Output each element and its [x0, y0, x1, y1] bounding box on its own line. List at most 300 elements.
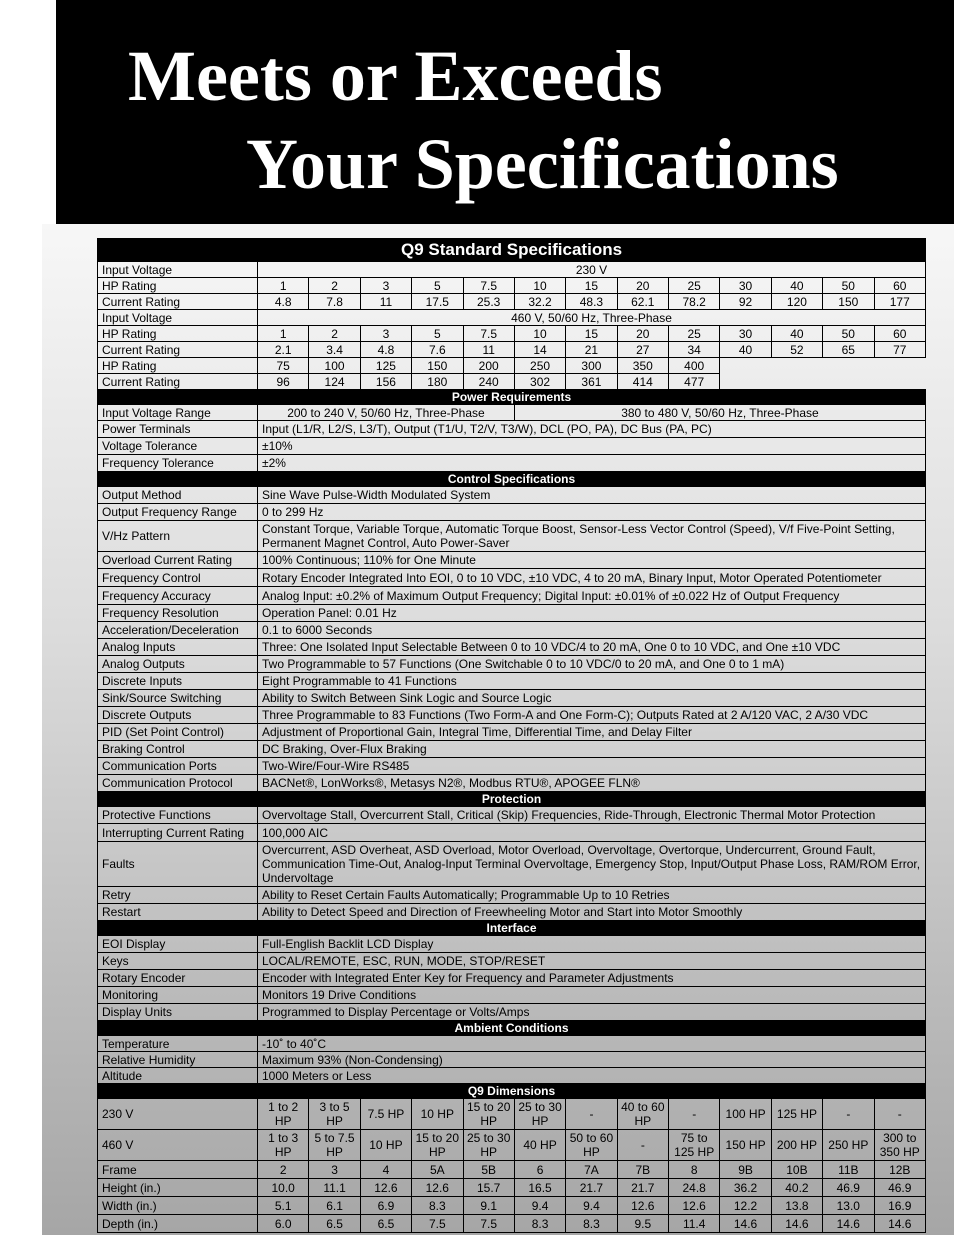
- dimension-cell: 10.0: [258, 1179, 309, 1197]
- value-cell: 30: [720, 326, 771, 342]
- row-label: Frequency Control: [98, 569, 258, 587]
- value-cell: 3: [360, 278, 411, 294]
- dimension-cell: 75 to 125 HP: [669, 1130, 720, 1161]
- value-cell: 250: [514, 358, 565, 374]
- row-value: 0 to 299 Hz: [258, 504, 926, 521]
- row-label: Protective Functions: [98, 807, 258, 824]
- value-cell: 27: [617, 342, 668, 358]
- spec-row: [98, 1052, 926, 1068]
- dimension-cell: 15.7: [463, 1179, 514, 1197]
- value-cell: 3: [360, 326, 411, 342]
- dimension-cell: -: [617, 1130, 668, 1161]
- row-value: LOCAL/REMOTE, ESC, RUN, MODE, STOP/RESET: [258, 953, 926, 970]
- value-cell: 32.2: [514, 294, 565, 310]
- dimension-cell: 46.9: [874, 1179, 926, 1197]
- dimension-cell: 7A: [566, 1161, 617, 1179]
- row-label: Analog Inputs: [98, 639, 258, 656]
- value-cell: 7.5: [463, 278, 514, 294]
- spec-row: [98, 741, 926, 758]
- value-cell: 361: [566, 374, 617, 390]
- value-cell: 4.8: [360, 342, 411, 358]
- dimension-cell: 9B: [720, 1161, 771, 1179]
- value-cell: 10: [514, 278, 565, 294]
- row-label: Output Method: [98, 487, 258, 504]
- dimension-row: [98, 1179, 926, 1197]
- headline-line-2: Your Specifications: [246, 124, 839, 204]
- spec-row: [98, 807, 926, 824]
- row-label: Altitude: [98, 1068, 258, 1084]
- spec-row: [98, 421, 926, 438]
- dimension-cell: 14.6: [823, 1215, 874, 1233]
- value-cell: 100: [309, 358, 360, 374]
- value-cell: 2.1: [258, 342, 309, 358]
- dimension-cell: 15 to 20 HP: [412, 1130, 463, 1161]
- row-label: Communication Ports: [98, 758, 258, 775]
- voltage-value: 230 V: [258, 262, 926, 278]
- value-cell: 34: [669, 342, 720, 358]
- value-cell: 302: [514, 374, 565, 390]
- row-label: Current Rating: [98, 374, 258, 390]
- section-interface-row: [98, 921, 926, 936]
- row-value: Constant Torque, Variable Torque, Automatic Torque Boost, Sensor-Less Vector Control (Speed), V/f Five-Point Setting, Permanent Magnet Control, Auto Power-Saver: [258, 521, 926, 552]
- row-value: Encoder with Integrated Enter Key for Frequency and Parameter Adjustments: [258, 970, 926, 987]
- value-cell: 25: [669, 278, 720, 294]
- value-cell: 400: [669, 358, 720, 374]
- spec-row: [98, 521, 926, 552]
- dimension-cell: 6.5: [309, 1215, 360, 1233]
- row-label: Current Rating: [98, 342, 258, 358]
- section-power-row: [98, 390, 926, 405]
- row-label: Frequency Resolution: [98, 605, 258, 622]
- dimension-cell: 12.6: [412, 1179, 463, 1197]
- value-cell: 52: [771, 342, 822, 358]
- value-cell: 7.8: [309, 294, 360, 310]
- dimension-row: [98, 1215, 926, 1233]
- dimension-cell: 13.8: [771, 1197, 822, 1215]
- row-label: Input Voltage Range: [98, 405, 258, 421]
- dimension-cell: 12.6: [360, 1179, 411, 1197]
- header-banner: [56, 0, 954, 224]
- row-label: Analog Outputs: [98, 656, 258, 673]
- spec-table: [97, 238, 926, 1233]
- dimension-row: [98, 1099, 926, 1130]
- value-cell: 477: [669, 374, 720, 390]
- dimension-cell: 24.8: [669, 1179, 720, 1197]
- dimension-cell: 21.7: [566, 1179, 617, 1197]
- row-value: 100,000 AIC: [258, 824, 926, 842]
- dimension-cell: 150 HP: [720, 1130, 771, 1161]
- value-cell: 60: [874, 278, 926, 294]
- value-cell: 15: [566, 278, 617, 294]
- section-power: Power Requirements: [98, 390, 926, 405]
- value-cell: 2: [309, 326, 360, 342]
- row-value: Ability to Reset Certain Faults Automatically; Programmable Up to 10 Retries: [258, 887, 926, 904]
- dimension-cell: 14.6: [771, 1215, 822, 1233]
- spec-row: [98, 904, 926, 921]
- spec-row: [98, 887, 926, 904]
- value-cell: 156: [360, 374, 411, 390]
- row-label: Keys: [98, 953, 258, 970]
- value-cell: 92: [720, 294, 771, 310]
- spec-row: [98, 987, 926, 1004]
- section-protection: Protection: [98, 792, 926, 807]
- value-cell: 40: [771, 278, 822, 294]
- dimension-cell: -: [823, 1099, 874, 1130]
- spec-row: [98, 724, 926, 741]
- dimension-cell: 7.5 HP: [360, 1099, 411, 1130]
- spec-sheet: [97, 238, 925, 1231]
- row-value: ±2%: [258, 455, 926, 472]
- spec-row: [98, 842, 926, 887]
- spec-row: [98, 936, 926, 953]
- title-row: [98, 239, 926, 262]
- value-cell: 5: [412, 278, 463, 294]
- spec-row: [98, 605, 926, 622]
- row-label: Depth (in.): [98, 1215, 258, 1233]
- spec-row: [98, 970, 926, 987]
- spec-row: [98, 824, 926, 842]
- current-row: [98, 342, 926, 358]
- spec-row: [98, 639, 926, 656]
- range-230: 200 to 240 V, 50/60 Hz, Three-Phase: [258, 405, 515, 421]
- row-value: BACNet®, LonWorks®, Metasys N2®, Modbus RTU®, APOGEE FLN®: [258, 775, 926, 792]
- value-cell: 200: [463, 358, 514, 374]
- row-value: Analog Input: ±0.2% of Maximum Output Frequency; Digital Input: ±0.01% of ±0.022 Hz of Output Frequency: [258, 587, 926, 605]
- row-label: Input Voltage: [98, 310, 258, 326]
- row-value: Eight Programmable to 41 Functions: [258, 673, 926, 690]
- dimension-cell: 16.5: [514, 1179, 565, 1197]
- dimension-cell: 10 HP: [412, 1099, 463, 1130]
- dimension-cell: 11.4: [669, 1215, 720, 1233]
- value-cell: 15: [566, 326, 617, 342]
- dimension-cell: 6.5: [360, 1215, 411, 1233]
- range-460: 380 to 480 V, 50/60 Hz, Three-Phase: [514, 405, 925, 421]
- section-ambient: Ambient Conditions: [98, 1021, 926, 1036]
- value-cell: 414: [617, 374, 668, 390]
- dimension-cell: 40.2: [771, 1179, 822, 1197]
- spec-row: [98, 569, 926, 587]
- row-value: Overvoltage Stall, Overcurrent Stall, Critical (Skip) Frequencies, Ride-Through, Electronic Thermal Motor Protection: [258, 807, 926, 824]
- current-row: [98, 294, 926, 310]
- row-value: 100% Continuous; 110% for One Minute: [258, 552, 926, 569]
- row-value: Two-Wire/Four-Wire RS485: [258, 758, 926, 775]
- row-label: Width (in.): [98, 1197, 258, 1215]
- current-row: [98, 374, 926, 390]
- dimension-cell: 40 HP: [514, 1130, 565, 1161]
- dimension-cell: 250 HP: [823, 1130, 874, 1161]
- value-cell: 180: [412, 374, 463, 390]
- row-value: 0.1 to 6000 Seconds: [258, 622, 926, 639]
- dimension-cell: 12B: [874, 1161, 926, 1179]
- dimension-cell: 5 to 7.5 HP: [309, 1130, 360, 1161]
- row-label: Interrupting Current Rating: [98, 824, 258, 842]
- row-value: Adjustment of Proportional Gain, Integral Time, Differential Time, and Delay Filter: [258, 724, 926, 741]
- dimension-cell: 6.9: [360, 1197, 411, 1215]
- dimension-cell: 2: [258, 1161, 309, 1179]
- row-label: Sink/Source Switching: [98, 690, 258, 707]
- section-protection-row: [98, 792, 926, 807]
- headline-line-1: Meets or Exceeds: [128, 36, 663, 116]
- voltage-range-row: [98, 405, 926, 421]
- dimension-cell: 12.6: [669, 1197, 720, 1215]
- dimension-cell: 9.5: [617, 1215, 668, 1233]
- row-value: ±10%: [258, 438, 926, 455]
- dimension-cell: 3: [309, 1161, 360, 1179]
- value-cell: 62.1: [617, 294, 668, 310]
- dimension-cell: 7B: [617, 1161, 668, 1179]
- row-label: Temperature: [98, 1036, 258, 1052]
- dimension-cell: 14.6: [874, 1215, 926, 1233]
- value-cell: 177: [874, 294, 926, 310]
- spec-row: [98, 953, 926, 970]
- hp-row: [98, 358, 926, 374]
- spec-row: [98, 758, 926, 775]
- hp-row: [98, 326, 926, 342]
- dimension-cell: 8.3: [566, 1215, 617, 1233]
- row-label: Retry: [98, 887, 258, 904]
- row-label: Overload Current Rating: [98, 552, 258, 569]
- row-value: Operation Panel: 0.01 Hz: [258, 605, 926, 622]
- row-value: Overcurrent, ASD Overheat, ASD Overload, Motor Overload, Overvoltage, Overtorque, Undercurrent, Ground Fault, Communication Time-Out, Analog-Input Terminal Overvoltage, Emergency Stop, Input/Output Phase Loss, RAM/ROM Error, Undervoltage: [258, 842, 926, 887]
- dimension-cell: 9.1: [463, 1197, 514, 1215]
- row-label: Discrete Inputs: [98, 673, 258, 690]
- row-label: PID (Set Point Control): [98, 724, 258, 741]
- value-cell: 77: [874, 342, 926, 358]
- value-cell: 25.3: [463, 294, 514, 310]
- value-cell: 48.3: [566, 294, 617, 310]
- row-label: Relative Humidity: [98, 1052, 258, 1068]
- dimension-cell: 8.3: [412, 1197, 463, 1215]
- dimension-cell: 25 to 30 HP: [514, 1099, 565, 1130]
- row-label: Monitoring: [98, 987, 258, 1004]
- row-value: Monitors 19 Drive Conditions: [258, 987, 926, 1004]
- value-cell: 50: [823, 326, 874, 342]
- spec-row: [98, 690, 926, 707]
- value-cell: 96: [258, 374, 309, 390]
- row-value: -10˚ to 40˚C: [258, 1036, 926, 1052]
- empty-cell: [720, 358, 926, 374]
- row-label: Frequency Accuracy: [98, 587, 258, 605]
- row-label: HP Rating: [98, 278, 258, 294]
- row-label: Frame: [98, 1161, 258, 1179]
- section-interface: Interface: [98, 921, 926, 936]
- value-cell: 3.4: [309, 342, 360, 358]
- value-cell: 20: [617, 278, 668, 294]
- dimension-cell: 50 to 60 HP: [566, 1130, 617, 1161]
- row-value: Ability to Detect Speed and Direction of Freewheeling Motor and Start into Motor Smoothly: [258, 904, 926, 921]
- row-label: Voltage Tolerance: [98, 438, 258, 455]
- dimension-cell: 300 to 350 HP: [874, 1130, 926, 1161]
- value-cell: 14: [514, 342, 565, 358]
- row-value: 1000 Meters or Less: [258, 1068, 926, 1084]
- value-cell: 120: [771, 294, 822, 310]
- spec-row: [98, 552, 926, 569]
- value-cell: 125: [360, 358, 411, 374]
- dimension-cell: 12.2: [720, 1197, 771, 1215]
- spec-title: Q9 Standard Specifications: [98, 239, 926, 262]
- section-control: Control Specifications: [98, 472, 926, 487]
- dimension-cell: 5B: [463, 1161, 514, 1179]
- spec-row: [98, 622, 926, 639]
- value-cell: 25: [669, 326, 720, 342]
- value-cell: 30: [720, 278, 771, 294]
- row-value: Input (L1/R, L2/S, L3/T), Output (T1/U, T2/V, T3/W), DCL (PO, PA), DC Bus (PA, PC): [258, 421, 926, 438]
- spec-row: [98, 656, 926, 673]
- value-cell: 300: [566, 358, 617, 374]
- dimension-cell: -: [566, 1099, 617, 1130]
- value-cell: 1: [258, 326, 309, 342]
- dimension-cell: 5.1: [258, 1197, 309, 1215]
- dimension-cell: 8: [669, 1161, 720, 1179]
- voltage-value: 460 V, 50/60 Hz, Three-Phase: [258, 310, 926, 326]
- section-ambient-row: [98, 1021, 926, 1036]
- row-value: Sine Wave Pulse-Width Modulated System: [258, 487, 926, 504]
- row-label: HP Rating: [98, 358, 258, 374]
- value-cell: 7.6: [412, 342, 463, 358]
- row-label: Current Rating: [98, 294, 258, 310]
- dimension-row: [98, 1130, 926, 1161]
- row-label: Braking Control: [98, 741, 258, 758]
- spec-row: [98, 673, 926, 690]
- value-cell: 17.5: [412, 294, 463, 310]
- row-label: Acceleration/Deceleration: [98, 622, 258, 639]
- row-label: Rotary Encoder: [98, 970, 258, 987]
- dimension-cell: 11.1: [309, 1179, 360, 1197]
- dimension-cell: 10 HP: [360, 1130, 411, 1161]
- dimension-cell: -: [669, 1099, 720, 1130]
- row-label: 230 V: [98, 1099, 258, 1130]
- empty-cell: [720, 374, 926, 390]
- value-cell: 5: [412, 326, 463, 342]
- row-value: Rotary Encoder Integrated Into EOI, 0 to 10 VDC, ±10 VDC, 4 to 20 mA, Binary Input, Motor Operated Potentiometer: [258, 569, 926, 587]
- value-cell: 10: [514, 326, 565, 342]
- section-dimensions: Q9 Dimensions: [98, 1084, 926, 1099]
- value-cell: 350: [617, 358, 668, 374]
- dimension-cell: 40 to 60 HP: [617, 1099, 668, 1130]
- dimension-cell: 12.6: [617, 1197, 668, 1215]
- spec-row: [98, 455, 926, 472]
- dimension-row: [98, 1197, 926, 1215]
- spec-row: [98, 1004, 926, 1021]
- spec-row: [98, 1036, 926, 1052]
- dimension-cell: 21.7: [617, 1179, 668, 1197]
- row-label: EOI Display: [98, 936, 258, 953]
- dimension-cell: 125 HP: [771, 1099, 822, 1130]
- row-label: Faults: [98, 842, 258, 887]
- dimension-cell: 7.5: [412, 1215, 463, 1233]
- row-label: Discrete Outputs: [98, 707, 258, 724]
- dimension-row: [98, 1161, 926, 1179]
- spec-row: [98, 707, 926, 724]
- value-cell: 4.8: [258, 294, 309, 310]
- dimension-cell: 9.4: [514, 1197, 565, 1215]
- voltage-row: [98, 310, 926, 326]
- value-cell: 150: [823, 294, 874, 310]
- row-label: Frequency Tolerance: [98, 455, 258, 472]
- dimension-cell: 16.9: [874, 1197, 926, 1215]
- dimension-cell: 36.2: [720, 1179, 771, 1197]
- value-cell: 75: [258, 358, 309, 374]
- spec-row: [98, 487, 926, 504]
- value-cell: 11: [360, 294, 411, 310]
- spec-row: [98, 775, 926, 792]
- dimension-cell: 1 to 3 HP: [258, 1130, 309, 1161]
- section-dimensions-row: [98, 1084, 926, 1099]
- row-label: V/Hz Pattern: [98, 521, 258, 552]
- row-label: Restart: [98, 904, 258, 921]
- value-cell: 78.2: [669, 294, 720, 310]
- row-label: Communication Protocol: [98, 775, 258, 792]
- dimension-cell: 8.3: [514, 1215, 565, 1233]
- dimension-cell: 46.9: [823, 1179, 874, 1197]
- dimension-cell: 11B: [823, 1161, 874, 1179]
- dimension-cell: 15 to 20 HP: [463, 1099, 514, 1130]
- spec-row: [98, 504, 926, 521]
- value-cell: 65: [823, 342, 874, 358]
- value-cell: 40: [771, 326, 822, 342]
- value-cell: 40: [720, 342, 771, 358]
- section-control-row: [98, 472, 926, 487]
- row-value: Full-English Backlit LCD Display: [258, 936, 926, 953]
- row-value: Three: One Isolated Input Selectable Between 0 to 10 VDC/4 to 20 mA, One 0 to 10 VDC, and One ±10 VDC: [258, 639, 926, 656]
- dimension-cell: 14.6: [720, 1215, 771, 1233]
- dimension-cell: 9.4: [566, 1197, 617, 1215]
- value-cell: 2: [309, 278, 360, 294]
- dimension-cell: 25 to 30 HP: [463, 1130, 514, 1161]
- dimension-cell: 13.0: [823, 1197, 874, 1215]
- value-cell: 21: [566, 342, 617, 358]
- spec-row: [98, 587, 926, 605]
- row-label: Output Frequency Range: [98, 504, 258, 521]
- row-label: HP Rating: [98, 326, 258, 342]
- voltage-row: [98, 262, 926, 278]
- row-value: DC Braking, Over-Flux Braking: [258, 741, 926, 758]
- row-value: Ability to Switch Between Sink Logic and Source Logic: [258, 690, 926, 707]
- dimension-cell: 100 HP: [720, 1099, 771, 1130]
- dimension-cell: 5A: [412, 1161, 463, 1179]
- value-cell: 11: [463, 342, 514, 358]
- dimension-cell: 6: [514, 1161, 565, 1179]
- value-cell: 1: [258, 278, 309, 294]
- value-cell: 60: [874, 326, 926, 342]
- row-value: Maximum 93% (Non-Condensing): [258, 1052, 926, 1068]
- row-label: Input Voltage: [98, 262, 258, 278]
- dimension-cell: -: [874, 1099, 926, 1130]
- dimension-cell: 6.0: [258, 1215, 309, 1233]
- dimension-cell: 3 to 5 HP: [309, 1099, 360, 1130]
- dimension-cell: 6.1: [309, 1197, 360, 1215]
- value-cell: 20: [617, 326, 668, 342]
- row-value: Programmed to Display Percentage or Volts/Amps: [258, 1004, 926, 1021]
- dimension-cell: 4: [360, 1161, 411, 1179]
- value-cell: 150: [412, 358, 463, 374]
- row-label: Display Units: [98, 1004, 258, 1021]
- row-label: 460 V: [98, 1130, 258, 1161]
- spec-row: [98, 1068, 926, 1084]
- dimension-cell: 7.5: [463, 1215, 514, 1233]
- dimension-cell: 10B: [771, 1161, 822, 1179]
- row-label: Height (in.): [98, 1179, 258, 1197]
- hp-row: [98, 278, 926, 294]
- value-cell: 7.5: [463, 326, 514, 342]
- row-label: Power Terminals: [98, 421, 258, 438]
- dimension-cell: 200 HP: [771, 1130, 822, 1161]
- dimension-cell: 1 to 2 HP: [258, 1099, 309, 1130]
- row-value: Three Programmable to 83 Functions (Two Form-A and One Form-C); Outputs Rated at 2 A/120 VAC, 2 A/30 VDC: [258, 707, 926, 724]
- value-cell: 240: [463, 374, 514, 390]
- spec-row: [98, 438, 926, 455]
- value-cell: 124: [309, 374, 360, 390]
